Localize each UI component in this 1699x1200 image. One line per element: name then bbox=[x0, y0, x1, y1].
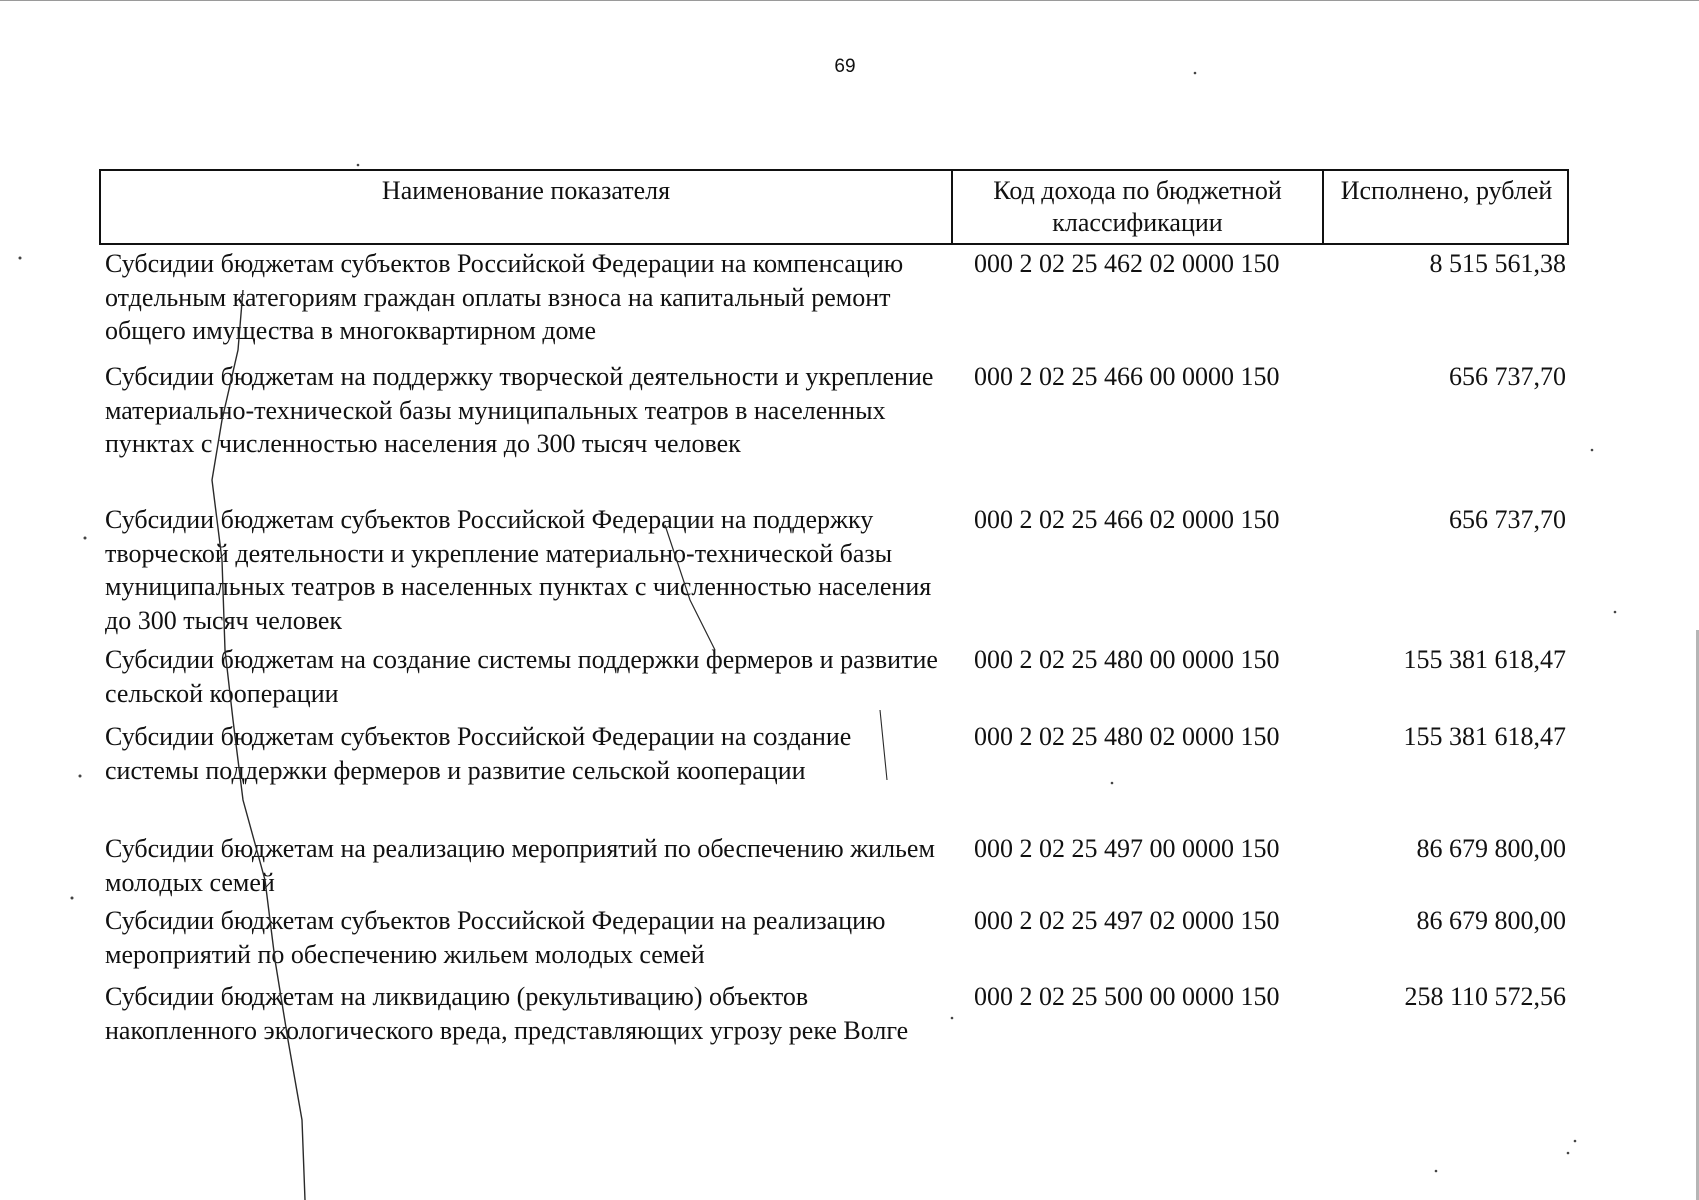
row-name: Субсидии бюджетам на создание системы поддержки фермеров и развитие сельской кооперации bbox=[105, 645, 938, 708]
row-code: 000 2 02 25 497 02 0000 150 bbox=[974, 906, 1280, 935]
page-number: 69 bbox=[834, 56, 856, 77]
row-amount: 656 737,70 bbox=[1449, 362, 1566, 391]
row-code: 000 2 02 25 480 02 0000 150 bbox=[974, 722, 1280, 751]
row-amount: 86 679 800,00 bbox=[1416, 906, 1566, 935]
row-amount: 155 381 618,47 bbox=[1403, 645, 1566, 674]
row-name: Субсидии бюджетам на поддержку творческой деятельности и укрепление материально-технической базы муниципальных театров в населенных пунктах с численностью населения до 300 тысяч человек bbox=[105, 362, 934, 458]
row-code: 000 2 02 25 466 02 0000 150 bbox=[974, 505, 1280, 534]
row-code: 000 2 02 25 462 02 0000 150 bbox=[974, 249, 1280, 278]
row-code: 000 2 02 25 480 00 0000 150 bbox=[974, 645, 1280, 674]
row-amount: 258 110 572,56 bbox=[1404, 982, 1566, 1011]
header-amount: Исполнено, рублей bbox=[1322, 171, 1569, 243]
row-amount: 86 679 800,00 bbox=[1416, 834, 1566, 863]
row-name: Субсидии бюджетам на реализацию мероприятий по обеспечению жильем молодых семей bbox=[105, 834, 935, 897]
row-code: 000 2 02 25 466 00 0000 150 bbox=[974, 362, 1280, 391]
page-top-edge bbox=[0, 0, 1699, 1]
table-header bbox=[99, 169, 1569, 245]
row-amount: 656 737,70 bbox=[1449, 505, 1566, 534]
row-name: Субсидии бюджетам субъектов Российской Федерации на создание системы поддержки фермеров и развитие сельской кооперации bbox=[105, 722, 852, 785]
row-code: 000 2 02 25 500 00 0000 150 bbox=[974, 982, 1280, 1011]
row-name: Субсидии бюджетам на ликвидацию (рекультивацию) объектов накопленного экологического вреда, представляющих угрозу реке Волге bbox=[105, 982, 909, 1045]
header-name: Наименование показателя bbox=[381, 176, 671, 205]
row-name: Субсидии бюджетам субъектов Российской Федерации на компенсацию отдельным категориям граждан оплаты взноса на капитальный ремонт общего имущества в многоквартирном доме bbox=[105, 249, 904, 345]
row-code: 000 2 02 25 497 00 0000 150 bbox=[974, 834, 1280, 863]
row-amount: 8 515 561,38 bbox=[1429, 249, 1566, 278]
row-name: Субсидии бюджетам субъектов Российской Федерации на реализацию мероприятий по обеспечению жильем молодых семей bbox=[105, 906, 886, 969]
row-name: Субсидии бюджетам субъектов Российской Федерации на поддержку творческой деятельности и укрепление материально-технической базы муниципальных театров в населенных пунктах с численностью населения до 300 тысяч человек bbox=[105, 505, 932, 635]
header-code: Код дохода по бюджетной классификации bbox=[951, 171, 1322, 243]
row-amount: 155 381 618,47 bbox=[1403, 722, 1566, 751]
